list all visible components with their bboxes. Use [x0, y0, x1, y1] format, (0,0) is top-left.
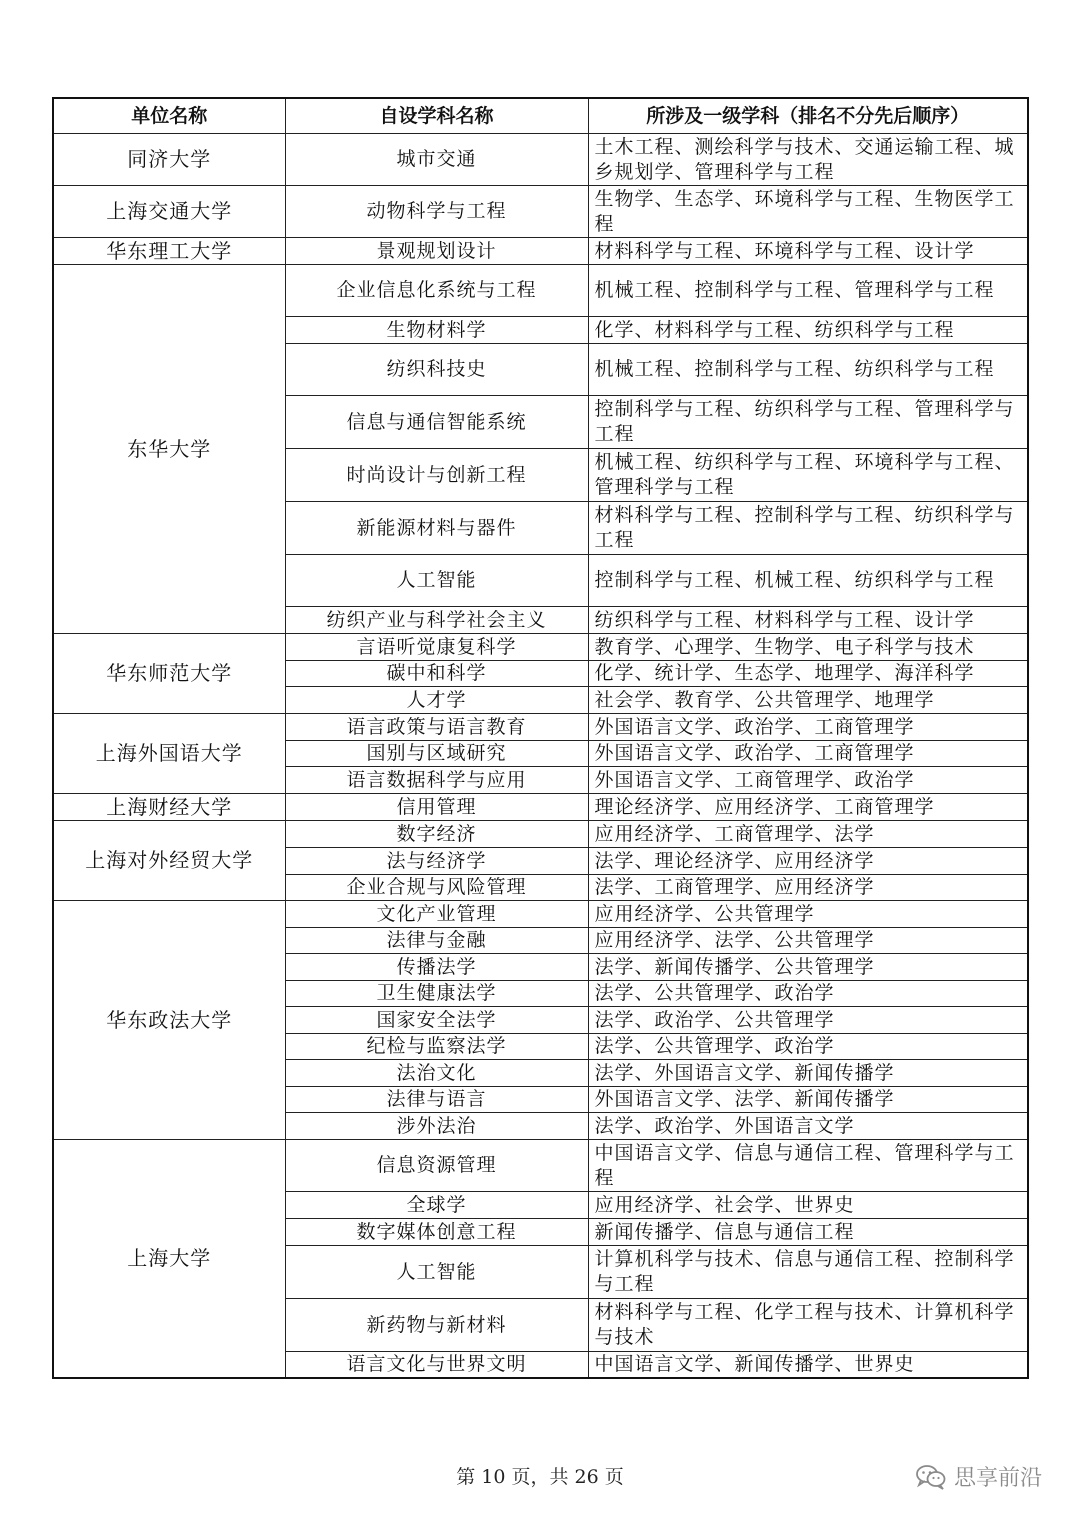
- subject-name-cell: 涉外法治: [285, 1113, 588, 1140]
- subject-name-cell: 人才学: [285, 687, 588, 714]
- header-subject: 自设学科名称: [285, 98, 588, 134]
- subject-name-cell: 数字媒体创意工程: [285, 1219, 588, 1246]
- related-fields-cell: 化学、材料科学与工程、纺织科学与工程: [588, 317, 1028, 344]
- unit-name-cell: 上海财经大学: [53, 794, 285, 821]
- table-row: [53, 186, 1028, 238]
- subject-name-cell: 纺织科技史: [285, 344, 588, 396]
- subject-name-cell: 人工智能: [285, 555, 588, 607]
- subjects-table: [52, 97, 1029, 1379]
- header-fields: 所涉及一级学科（排名不分先后顺序）: [588, 98, 1028, 134]
- related-fields-cell: 材料科学与工程、化学工程与技术、计算机科学与技术: [588, 1299, 1028, 1352]
- table-row: [53, 1140, 1028, 1192]
- watermark-text: 思享前沿: [953, 1466, 1042, 1491]
- related-fields-cell: 控制科学与工程、机械工程、纺织科学与工程: [588, 555, 1028, 607]
- subject-name-cell: 生物材料学: [285, 317, 588, 344]
- table-row: [53, 134, 1028, 186]
- subject-name-cell: 语言数据科学与应用: [285, 767, 588, 794]
- subject-name-cell: 企业合规与风险管理: [285, 875, 588, 901]
- related-fields-cell: 法学、工商管理学、应用经济学: [588, 875, 1028, 901]
- subject-name-cell: 传播法学: [285, 954, 588, 981]
- subject-name-cell: 法与经济学: [285, 848, 588, 875]
- related-fields-cell: 机械工程、控制科学与工程、纺织科学与工程: [588, 344, 1028, 396]
- subject-name-cell: 法律与语言: [285, 1087, 588, 1113]
- watermark: [916, 1461, 1042, 1492]
- unit-name-cell: 同济大学: [53, 134, 285, 186]
- subject-name-cell: 人工智能: [285, 1246, 588, 1299]
- subject-name-cell: 景观规划设计: [285, 238, 588, 265]
- related-fields-cell: 外国语言文学、政治学、工商管理学: [588, 741, 1028, 767]
- subject-name-cell: 新药物与新材料: [285, 1299, 588, 1352]
- related-fields-cell: 计算机科学与技术、信息与通信工程、控制科学与工程: [588, 1246, 1028, 1299]
- related-fields-cell: 外国语言文学、政治学、工商管理学: [588, 714, 1028, 741]
- related-fields-cell: 法学、理论经济学、应用经济学: [588, 848, 1028, 875]
- subject-name-cell: 卫生健康法学: [285, 981, 588, 1007]
- subject-name-cell: 纪检与监察法学: [285, 1034, 588, 1060]
- unit-name-cell: 华东理工大学: [53, 238, 285, 265]
- unit-name-cell: 华东师范大学: [53, 634, 285, 714]
- related-fields-cell: 应用经济学、法学、公共管理学: [588, 928, 1028, 954]
- related-fields-cell: 法学、新闻传播学、公共管理学: [588, 954, 1028, 981]
- subject-name-cell: 碳中和科学: [285, 661, 588, 687]
- unit-name-cell: 上海对外经贸大学: [53, 821, 285, 901]
- related-fields-cell: 应用经济学、公共管理学: [588, 901, 1028, 928]
- unit-name-cell: 华东政法大学: [53, 901, 285, 1140]
- subject-name-cell: 文化产业管理: [285, 901, 588, 928]
- subject-name-cell: 新能源材料与器件: [285, 502, 588, 555]
- subject-name-cell: 国别与区域研究: [285, 741, 588, 767]
- related-fields-cell: 法学、公共管理学、政治学: [588, 1034, 1028, 1060]
- related-fields-cell: 化学、统计学、生态学、地理学、海洋科学: [588, 661, 1028, 687]
- related-fields-cell: 控制科学与工程、纺织科学与工程、管理科学与工程: [588, 396, 1028, 449]
- related-fields-cell: 纺织科学与工程、材料科学与工程、设计学: [588, 607, 1028, 634]
- table-row: [53, 265, 1028, 317]
- unit-name-cell: 上海交通大学: [53, 186, 285, 238]
- subject-name-cell: 纺织产业与科学社会主义: [285, 607, 588, 634]
- related-fields-cell: 土木工程、测绘科学与技术、交通运输工程、城乡规划学、管理科学与工程: [588, 134, 1028, 186]
- subject-name-cell: 语言文化与世界文明: [285, 1352, 588, 1379]
- subject-name-cell: 城市交通: [285, 134, 588, 186]
- subject-name-cell: 言语听觉康复科学: [285, 634, 588, 661]
- related-fields-cell: 材料科学与工程、环境科学与工程、设计学: [588, 238, 1028, 265]
- related-fields-cell: 生物学、生态学、环境科学与工程、生物医学工程: [588, 186, 1028, 238]
- related-fields-cell: 应用经济学、工商管理学、法学: [588, 821, 1028, 848]
- related-fields-cell: 法学、外国语言文学、新闻传播学: [588, 1060, 1028, 1087]
- related-fields-cell: 法学、政治学、外国语言文学: [588, 1113, 1028, 1140]
- unit-name-cell: 上海外国语大学: [53, 714, 285, 794]
- subject-name-cell: 数字经济: [285, 821, 588, 848]
- related-fields-cell: 新闻传播学、信息与通信工程: [588, 1219, 1028, 1246]
- related-fields-cell: 应用经济学、社会学、世界史: [588, 1192, 1028, 1219]
- table-row: [53, 821, 1028, 848]
- subject-name-cell: 时尚设计与创新工程: [285, 449, 588, 502]
- related-fields-cell: 中国语言文学、新闻传播学、世界史: [588, 1352, 1028, 1379]
- subject-name-cell: 信息与通信智能系统: [285, 396, 588, 449]
- subject-name-cell: 法治文化: [285, 1060, 588, 1087]
- subject-name-cell: 法律与金融: [285, 928, 588, 954]
- related-fields-cell: 外国语言文学、法学、新闻传播学: [588, 1087, 1028, 1113]
- wechat-icon: [916, 1464, 946, 1490]
- table-row: [53, 714, 1028, 741]
- related-fields-cell: 社会学、教育学、公共管理学、地理学: [588, 687, 1028, 714]
- subject-name-cell: 企业信息化系统与工程: [285, 265, 588, 317]
- table-row: [53, 794, 1028, 821]
- table-row: [53, 901, 1028, 928]
- related-fields-cell: 外国语言文学、工商管理学、政治学: [588, 767, 1028, 794]
- related-fields-cell: 教育学、心理学、生物学、电子科学与技术: [588, 634, 1028, 661]
- subject-name-cell: 信用管理: [285, 794, 588, 821]
- related-fields-cell: 机械工程、控制科学与工程、管理科学与工程: [588, 265, 1028, 317]
- related-fields-cell: 法学、政治学、公共管理学: [588, 1007, 1028, 1034]
- subject-name-cell: 国家安全法学: [285, 1007, 588, 1034]
- header-unit: 单位名称: [53, 98, 285, 134]
- related-fields-cell: 中国语言文学、信息与通信工程、管理科学与工程: [588, 1140, 1028, 1192]
- table-row: [53, 238, 1028, 265]
- related-fields-cell: 法学、公共管理学、政治学: [588, 981, 1028, 1007]
- subject-name-cell: 全球学: [285, 1192, 588, 1219]
- subject-name-cell: 动物科学与工程: [285, 186, 588, 238]
- related-fields-cell: 理论经济学、应用经济学、工商管理学: [588, 794, 1028, 821]
- unit-name-cell: 东华大学: [53, 265, 285, 634]
- subject-name-cell: 信息资源管理: [285, 1140, 588, 1192]
- related-fields-cell: 材料科学与工程、控制科学与工程、纺织科学与工程: [588, 502, 1028, 555]
- unit-name-cell: 上海大学: [53, 1140, 285, 1379]
- table-row: [53, 634, 1028, 661]
- subject-name-cell: 语言政策与语言教育: [285, 714, 588, 741]
- table-header-row: [53, 98, 1028, 134]
- table-body: [53, 134, 1028, 1379]
- page-footer: 第 10 页，共 26 页: [456, 1466, 624, 1488]
- related-fields-cell: 机械工程、纺织科学与工程、环境科学与工程、管理科学与工程: [588, 449, 1028, 502]
